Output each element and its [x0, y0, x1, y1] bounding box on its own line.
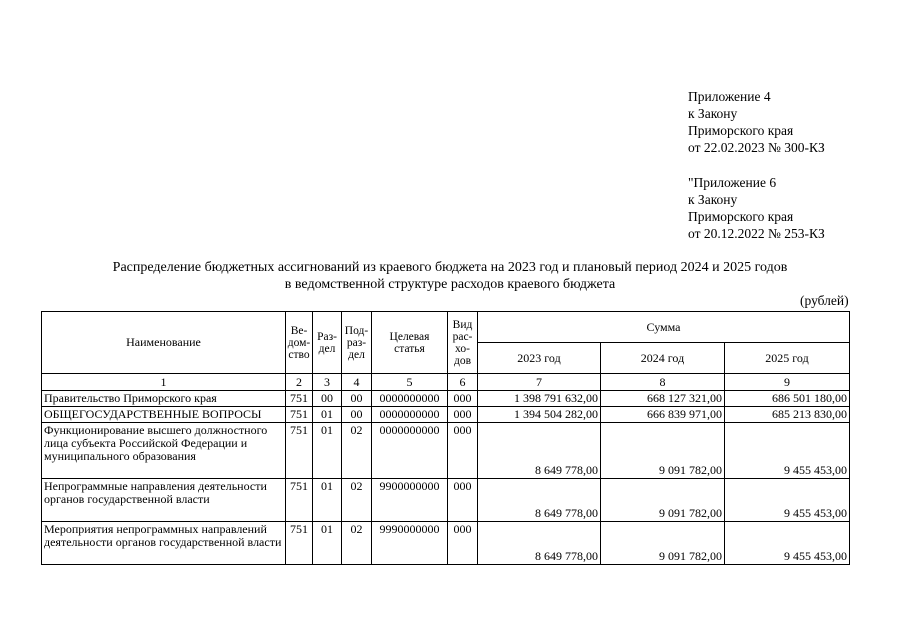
column-number: 8	[601, 374, 725, 391]
table-row	[42, 479, 850, 522]
row-sum-2025: 685 213 830,00	[725, 407, 850, 423]
row-name: Мероприятия непрограммных направлений деятельности органов государственной власти	[42, 522, 286, 565]
table-row	[42, 407, 850, 423]
row-sum-2025: 9 455 453,00	[725, 522, 850, 565]
row-expense-type: 000	[448, 407, 478, 423]
row-department: 751	[286, 407, 313, 423]
row-sum-2023: 8 649 778,00	[478, 423, 601, 479]
row-department: 751	[286, 391, 313, 407]
annex-previous-line-2: к Закону	[688, 192, 738, 207]
row-department: 751	[286, 479, 313, 522]
row-department: 751	[286, 423, 313, 479]
annex-previous-line-4: от 20.12.2022 № 253-КЗ	[688, 226, 825, 241]
row-target-article: 0000000000	[372, 423, 448, 479]
annex-previous-line-3: Приморского края	[688, 209, 794, 224]
row-name: ОБЩЕГОСУДАРСТВЕННЫЕ ВОПРОСЫ	[42, 407, 286, 423]
header-target-article: Целевая статья	[372, 312, 448, 374]
row-sum-2023: 8 649 778,00	[478, 479, 601, 522]
row-sum-2024: 666 839 971,00	[601, 407, 725, 423]
header-year-2023: 2023 год	[478, 343, 601, 374]
column-number: 6	[448, 374, 478, 391]
column-number-row	[42, 374, 850, 391]
column-number: 2	[286, 374, 313, 391]
row-name: Правительство Приморского края	[42, 391, 286, 407]
row-sum-2024: 9 091 782,00	[601, 522, 725, 565]
column-number: 3	[313, 374, 342, 391]
annex-current-line-1: Приложение 4	[688, 89, 771, 104]
row-sum-2024: 668 127 321,00	[601, 391, 725, 407]
row-sum-2024: 9 091 782,00	[601, 423, 725, 479]
row-expense-type: 000	[448, 423, 478, 479]
column-number: 1	[42, 374, 286, 391]
header-year-2025: 2025 год	[725, 343, 850, 374]
table-row	[42, 522, 850, 565]
header-subsection: Под-раз-дел	[342, 312, 372, 374]
row-target-article: 9990000000	[372, 522, 448, 565]
currency-unit: (рублей)	[800, 293, 849, 308]
table-header-row	[42, 312, 850, 343]
table-row	[42, 423, 850, 479]
row-section: 01	[313, 522, 342, 565]
row-target-article: 0000000000	[372, 407, 448, 423]
row-subsection: 02	[342, 423, 372, 479]
header-sum: Сумма	[478, 312, 850, 343]
row-sum-2025: 9 455 453,00	[725, 479, 850, 522]
header-name: Наименование	[42, 312, 286, 374]
column-number: 4	[342, 374, 372, 391]
row-subsection: 00	[342, 391, 372, 407]
annex-current-line-3: Приморского края	[688, 123, 794, 138]
row-department: 751	[286, 522, 313, 565]
header-expense-type: Вид рас-хо-дов	[448, 312, 478, 374]
budget-allocation-table	[41, 311, 850, 565]
annex-current-line-2: к Закону	[688, 106, 738, 121]
row-sum-2025: 686 501 180,00	[725, 391, 850, 407]
row-subsection: 02	[342, 522, 372, 565]
table-row	[42, 391, 850, 407]
row-expense-type: 000	[448, 391, 478, 407]
document-title-line-1: Распределение бюджетных ассигнований из краевого бюджета на 2023 год и плановый период 2024 и 2025 годов	[112, 260, 788, 275]
header-section: Раз-дел	[313, 312, 342, 374]
row-expense-type: 000	[448, 479, 478, 522]
row-section: 01	[313, 423, 342, 479]
document-title	[40, 259, 860, 293]
row-sum-2023: 1 394 504 282,00	[478, 407, 601, 423]
document-title-line-2: в ведомственной структуре расходов краевого бюджета	[284, 277, 616, 292]
row-name: Непрограммные направления деятельности органов государственной власти	[42, 479, 286, 522]
row-subsection: 02	[342, 479, 372, 522]
row-sum-2023: 8 649 778,00	[478, 522, 601, 565]
column-number: 9	[725, 374, 850, 391]
row-name: Функционирование высшего должностного лица субъекта Российской Федерации и муниципального образования	[42, 423, 286, 479]
annex-previous-reference	[688, 174, 825, 242]
row-section: 01	[313, 407, 342, 423]
column-number: 5	[372, 374, 448, 391]
row-sum-2025: 9 455 453,00	[725, 423, 850, 479]
row-target-article: 0000000000	[372, 391, 448, 407]
column-number: 7	[478, 374, 601, 391]
row-section: 00	[313, 391, 342, 407]
row-section: 01	[313, 479, 342, 522]
row-sum-2024: 9 091 782,00	[601, 479, 725, 522]
row-target-article: 9900000000	[372, 479, 448, 522]
header-year-2024: 2024 год	[601, 343, 725, 374]
header-department: Ве-дом-ство	[286, 312, 313, 374]
row-sum-2023: 1 398 791 632,00	[478, 391, 601, 407]
row-expense-type: 000	[448, 522, 478, 565]
annex-current-reference	[688, 88, 825, 156]
row-subsection: 00	[342, 407, 372, 423]
annex-previous-line-1: "Приложение 6	[688, 175, 777, 190]
annex-current-line-4: от 22.02.2023 № 300-КЗ	[688, 140, 825, 155]
